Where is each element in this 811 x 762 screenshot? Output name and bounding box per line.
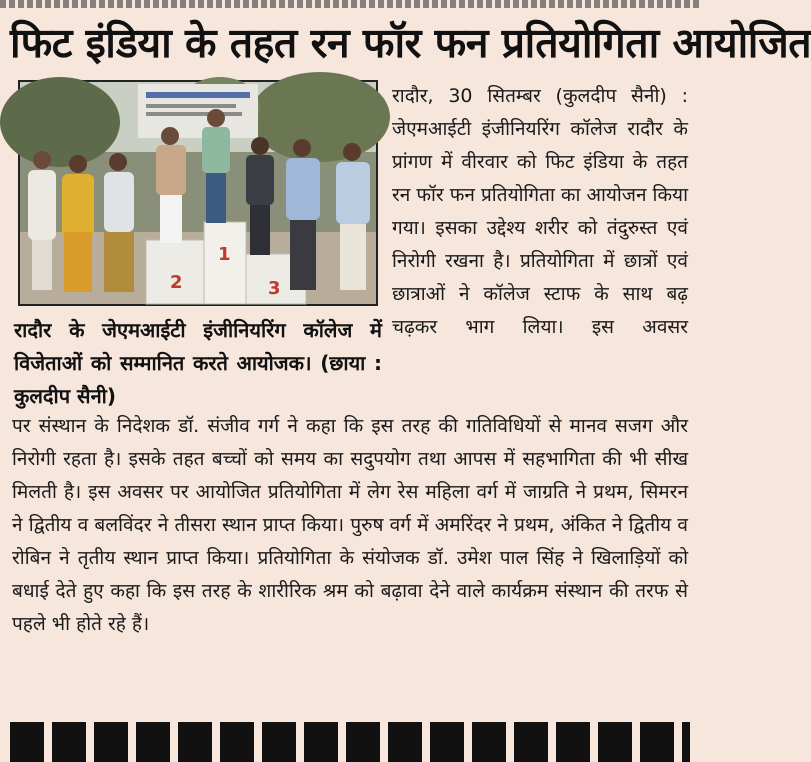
article-body-full-width: पर संस्थान के निदेशक डॉ. संजीव गर्ग ने कहा कि इस तरह की गतिविधियों से मानव सजग और निरोगी रहता है। इसके तहत बच्चों को समय का सदुपयोग तथा आपस में सहभागिता की भी सीख मिलती है। इस अवसर पर आयोजित प्रतियोगिता में लेग रेस महिला वर्ग में जाग्रति ने प्रथम, सिमरन ने द्वितीय व बलविंदर ने तीसरा स्थान प्राप्त किया। पुरुष वर्ग में अमरिंदर ने प्रथम, अंकित ने द्वितीय व रोबिन ने तृतीय स्थान प्राप्त किया। प्रतियोगिता के संयोजक डॉ. उमेश पाल सिंह ने खिलाड़ियों को बधाई देते हुए कहा कि इस तरह के शारीरिक श्रम को बढ़ावा देने वाले कार्यक्रम संस्थान की तरफ से पहले भी होते रहे हैं।	[12, 415, 688, 635]
article-body-column: रादौर, 30 सितम्बर (कुलदीप सैनी) : जेएमआईटी इंजीनियरिंग कॉलेज रादौर के प्रांगण में वीरवार को फिट इंडिया के तहत रन फॉर फन प्रतियोगिता का आयोजन किया गया। इसका उद्देश्य शरीर को तंदुरुस्त एवं निरोगी रखना है। प्रतियोगिता में छात्रों एवं छात्राओं ने कॉलेज स्टाफ के साथ बढ़ चढ़कर भाग लिया। इस अवसर	[392, 85, 688, 338]
previous-article-cut-edge	[0, 0, 700, 8]
podium-label-1: 1	[218, 244, 231, 265]
winners-podium-photo	[20, 82, 376, 304]
article-headline: फिट इंडिया के तहत रन फॉर फन प्रतियोगिता आयोजित	[10, 19, 811, 67]
article-photo	[18, 80, 378, 306]
podium-label-2: 2	[170, 272, 183, 293]
photo-caption: रादौर के जेएमआईटी इंजीनियरिंग कॉलेज में विजेताओं को सम्मानित करते आयोजक। (छाया : कुलदीप सैनी)	[14, 318, 382, 408]
next-article-headline-cut	[10, 712, 690, 742]
podium-label-3: 3	[268, 278, 281, 299]
